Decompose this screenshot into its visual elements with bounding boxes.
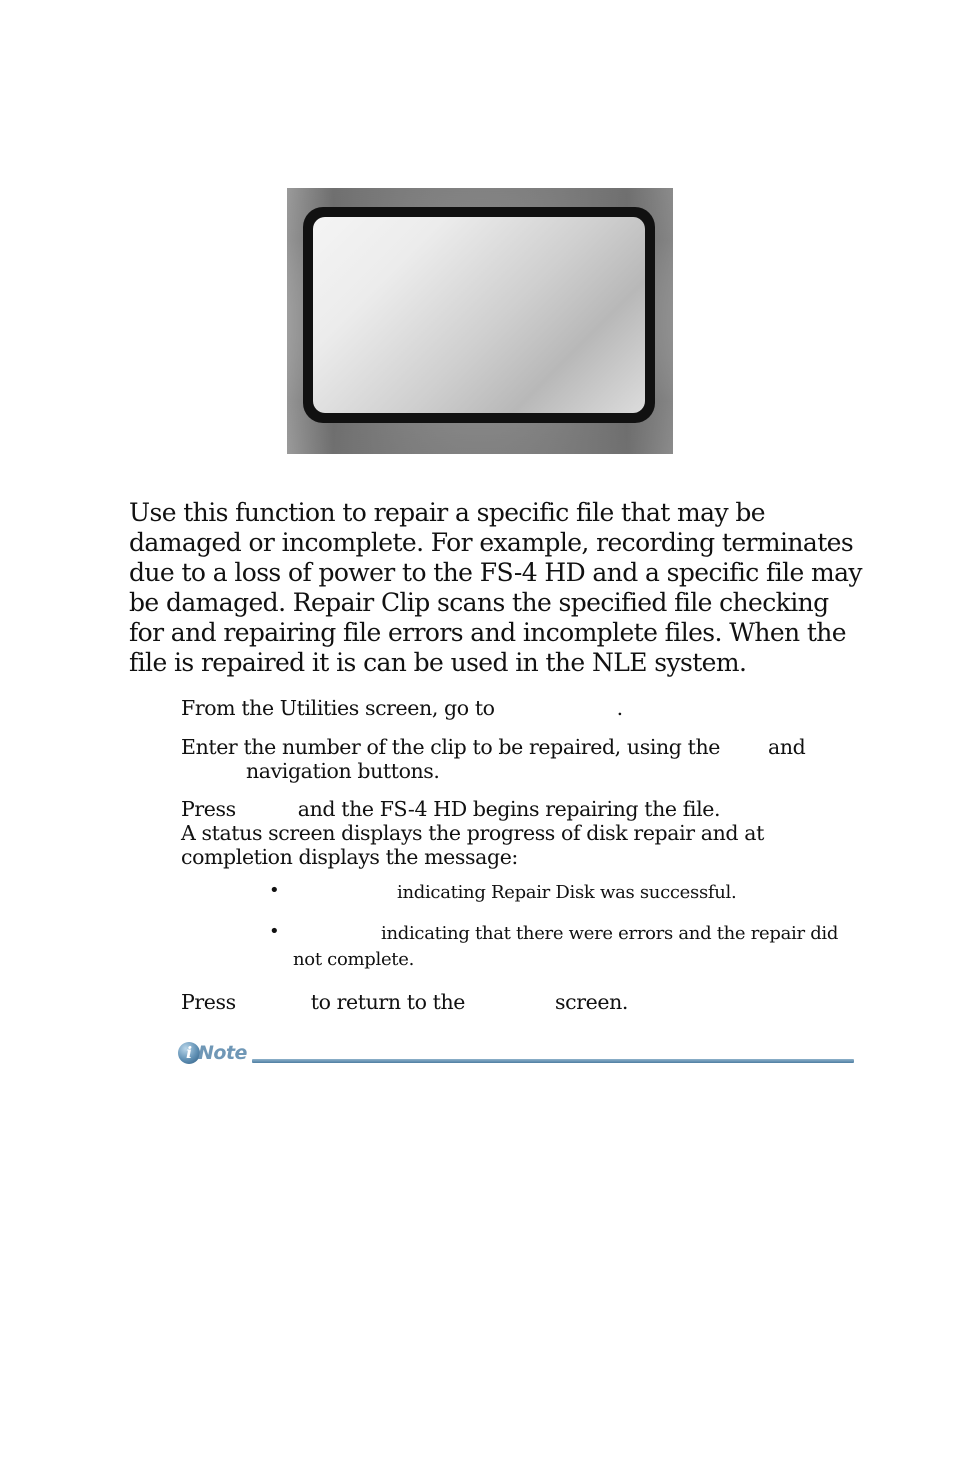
note-label: Note [198,1042,247,1064]
step-1-text: From the Utilities screen, go to [181,696,495,720]
screen-frame [303,207,655,423]
step-4-press: Press [181,990,236,1014]
bullet-2-line-2: not complete. [293,949,415,970]
step-3-line-1 [181,797,720,821]
step-3-text: and the FS-4 HD begins repairing the file. [297,797,721,821]
step-2-line-2: navigation buttons. [246,759,440,783]
step-3-press: Press [181,797,236,821]
lcd-screen-illustration [287,188,673,454]
bullet-2-line-1: indicating that there were errors and the repair did [381,923,839,944]
intro-paragraph: Use this function to repair a specific file that may be damaged or incomplete. For example, recording terminates due to a loss of power to the FS-4 HD and a specific file may be damaged. Repair Clip scans the specified file checking for and repairing file errors and incomplete files. When the file is repaired it is can be used in the NLE system. [129,498,862,677]
bullet-dot-1: • [269,880,280,901]
step-2-line-1 [181,735,805,759]
step-4 [181,990,628,1014]
step-3-line-2: A status screen displays the progress of disk repair and at [181,821,764,845]
bullet-dot-2: • [269,921,280,942]
step-4-end: screen. [555,990,629,1014]
step-2-text: Enter the number of the clip to be repaired, using the [181,735,721,759]
step-2-and: and [768,735,806,759]
note-divider [252,1059,854,1063]
info-icon: i [178,1042,200,1064]
bullet-1-text: indicating Repair Disk was successful. [397,882,737,903]
screen-glass [313,217,645,413]
step-4-middle: to return to the [310,990,466,1014]
note-header [178,1040,854,1068]
step-3-line-3: completion displays the message: [181,845,518,869]
step-1-end: . [616,696,623,720]
step-1 [181,696,623,720]
